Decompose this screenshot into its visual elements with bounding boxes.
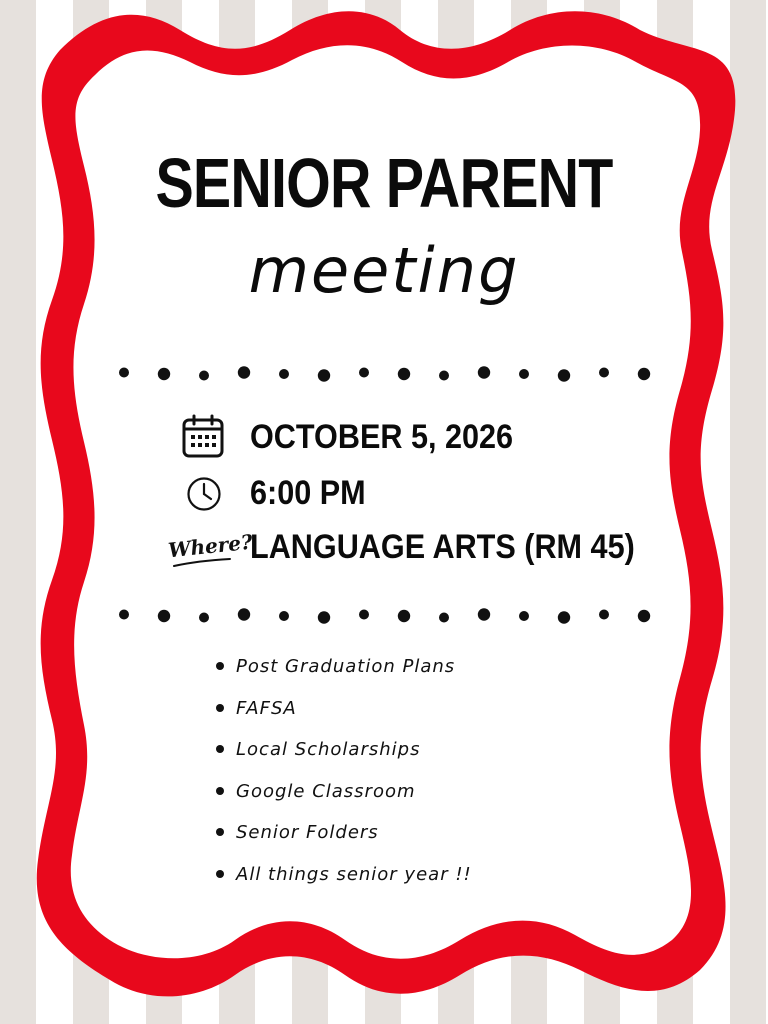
divider-dot [439, 371, 449, 381]
topic-item: Local Scholarships [216, 739, 420, 760]
divider-dot [318, 369, 330, 381]
divider-dot [158, 610, 170, 622]
divider-dot [439, 613, 449, 623]
divider-dot [638, 368, 650, 380]
topic-item: All things senior year !! [216, 864, 472, 885]
topic-item: Post Graduation Plans [216, 656, 455, 677]
divider-dot [478, 366, 490, 378]
divider-dot [119, 610, 129, 620]
divider-dot [238, 366, 250, 378]
topic-item: Senior Folders [216, 822, 379, 843]
bullet-icon [216, 704, 224, 712]
event-time: 6:00 PM [250, 474, 366, 512]
divider-dot [279, 611, 289, 621]
divider-dot [398, 368, 410, 380]
calendar-icon [182, 414, 224, 458]
divider-dot [119, 368, 129, 378]
page-subtitle: meeting [248, 234, 520, 307]
divider-dot [318, 611, 330, 623]
topic-item: FAFSA [216, 698, 297, 719]
divider-dot [519, 611, 529, 621]
event-location: LANGUAGE ARTS (RM 45) [250, 528, 635, 566]
divider-dot [199, 371, 209, 381]
divider-dot [558, 369, 570, 381]
divider-dot [359, 610, 369, 620]
divider-dot [359, 368, 369, 378]
divider-dot [199, 613, 209, 623]
divider-dot [478, 608, 490, 620]
bullet-icon [216, 870, 224, 878]
divider-dot [599, 610, 609, 620]
bullet-icon [216, 662, 224, 670]
where-underline [172, 558, 232, 568]
divider-dot [558, 611, 570, 623]
divider-dot [599, 368, 609, 378]
divider-dot [638, 610, 650, 622]
divider-dot [279, 369, 289, 379]
bullet-icon [216, 745, 224, 753]
page-title: SENIOR PARENT [155, 144, 613, 222]
dotted-divider-bottom [110, 606, 658, 626]
divider-dot [519, 369, 529, 379]
divider-dot [238, 608, 250, 620]
dotted-divider-top [110, 364, 658, 384]
bullet-icon [216, 787, 224, 795]
where-label: Where? [166, 529, 254, 563]
clock-icon [186, 476, 222, 512]
bullet-icon [216, 828, 224, 836]
event-date: OCTOBER 5, 2026 [250, 418, 514, 456]
divider-dot [158, 368, 170, 380]
divider-dot [398, 610, 410, 622]
topic-item: Google Classroom [216, 781, 416, 802]
